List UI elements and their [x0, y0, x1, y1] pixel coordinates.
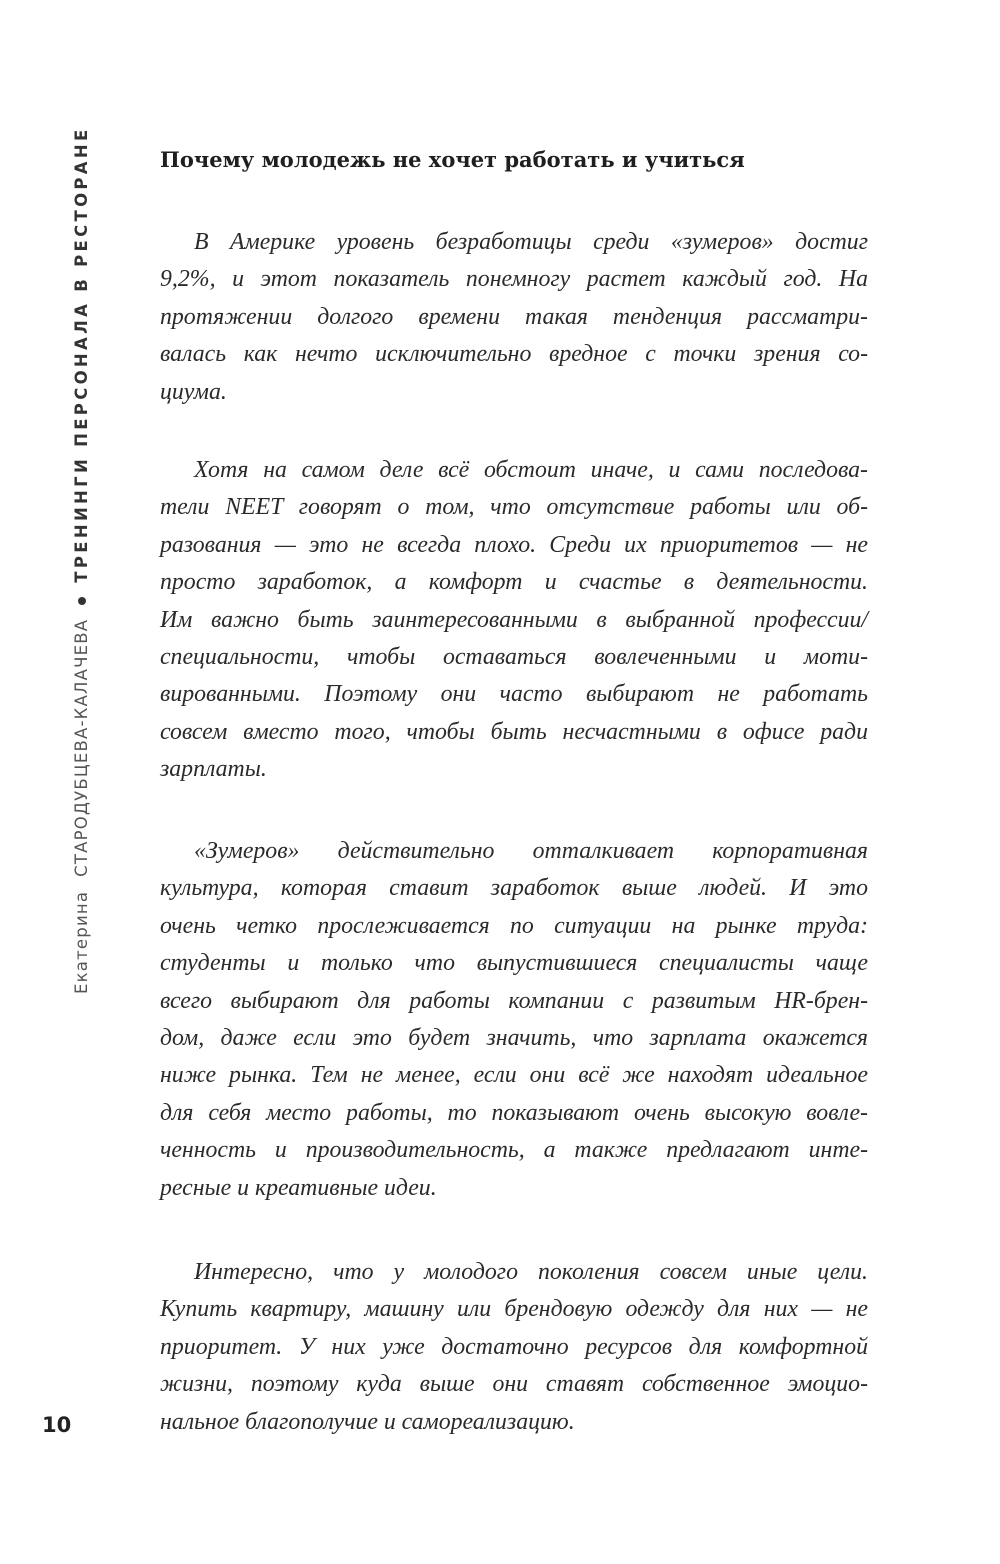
- paragraph-3: [160, 833, 868, 1207]
- text-line: ресные и креативные идеи.: [160, 1174, 437, 1201]
- text-line: Интересно, что у молодого поколения совсем иные цели.: [194, 1259, 868, 1285]
- text-line: очень четко прослеживается по ситуации на рынке труда:: [160, 912, 868, 939]
- text-line: приоритет. У них уже достаточно ресурсов для комфортной: [160, 1333, 868, 1360]
- text-line: жизни, поэтому куда выше они ставят собственное эмоцио-: [160, 1371, 868, 1398]
- text-line: студенты и только что выпустившиеся специалисты чаще: [160, 950, 868, 977]
- text-line: Хотя на самом деле всё обстоит иначе, и сами последова-: [194, 457, 868, 483]
- running-head: [72, 126, 91, 994]
- text-line: зарплаты.: [160, 756, 267, 783]
- book-title: ТРЕНИНГИ ПЕРСОНАЛА В РЕСТОРАНЕ: [72, 126, 91, 583]
- bullet-separator: [78, 597, 86, 605]
- text-line: Им важно быть заинтересованными в выбранной профессии/: [160, 606, 868, 633]
- text-line: протяжении долгого времени такая тенденция рассматри-: [160, 303, 868, 330]
- text-line: 9,2%, и этот показатель понемногу растет каждый год. На: [160, 266, 868, 293]
- text-line: нальное благополучие и самореализацию.: [160, 1408, 575, 1435]
- text-line: всего выбирают для работы компании с развитым HR-брен-: [160, 987, 868, 1014]
- page-number: 10: [42, 1413, 72, 1437]
- text-line: специальности, чтобы оставаться вовлеченными и моти-: [160, 644, 868, 671]
- text-line: вированными. Поэтому они часто выбирают не работать: [160, 681, 868, 708]
- paragraph-4: [160, 1254, 868, 1441]
- author-last-name: СТАРОДУБЦЕВА-КАЛАЧЕВА: [72, 618, 91, 877]
- text-line: циума.: [160, 378, 227, 405]
- text-line: разования — это не всегда плохо. Среди их приоритетов — не: [160, 531, 868, 558]
- text-line: «Зумеров» действительно отталкивает корпоративная: [194, 838, 868, 864]
- text-line: просто заработок, а комфорт и счастье в деятельности.: [160, 569, 868, 596]
- author-first-name: Екатерина: [72, 890, 91, 994]
- text-line: ченность и производительность, а также предлагают инте-: [160, 1137, 868, 1164]
- text-line: валась как нечто исключительно вредное с точки зрения со-: [160, 341, 868, 368]
- paragraph-2: [160, 452, 868, 789]
- text-line: ниже рынка. Тем не менее, если они всё же находят идеальное: [160, 1062, 868, 1089]
- text-line: культура, которая ставит заработок выше людей. И это: [160, 875, 868, 902]
- text-line: тели NEET говорят о том, что отсутствие работы или об-: [160, 494, 868, 521]
- text-line: совсем вместо того, чтобы быть несчастными в офисе ради: [160, 718, 868, 745]
- text-line: дом, даже если это будет значить, что зарплата окажется: [160, 1025, 868, 1052]
- paragraph-1: [160, 224, 868, 411]
- text-line: В Америке уровень безработицы среди «зумеров» достиг: [194, 229, 868, 255]
- text-line: для себя место работы, то показывают очень высокую вовле-: [160, 1099, 868, 1126]
- section-heading: Почему молодежь не хочет работать и учиться: [160, 147, 745, 172]
- text-line: Купить квартиру, машину или брендовую одежду для них — не: [160, 1296, 868, 1323]
